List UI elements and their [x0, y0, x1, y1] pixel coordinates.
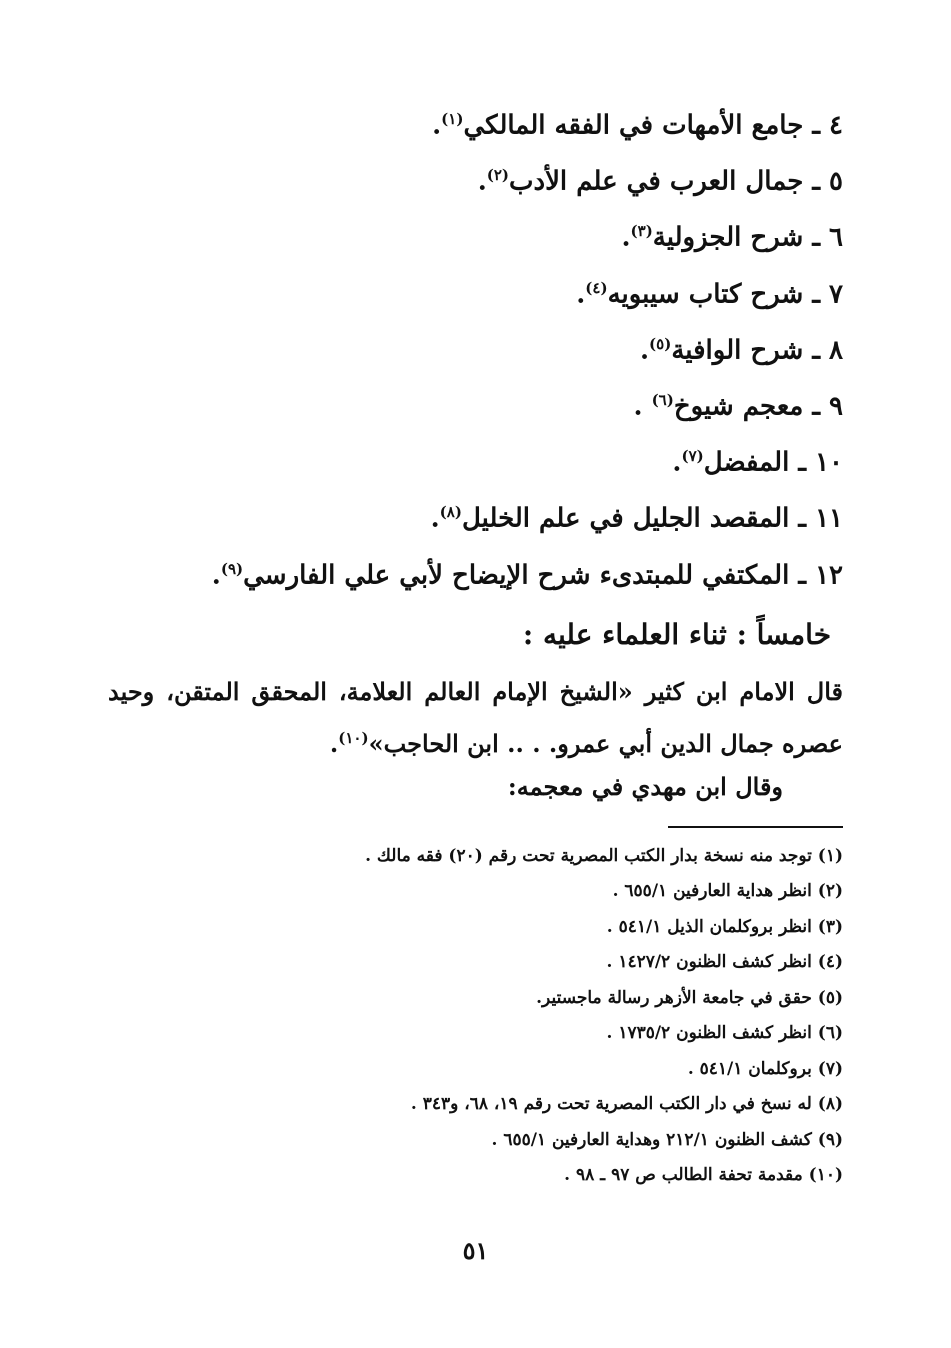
list-item: ٤ ـ جامع الأمهات في الفقه المالكي$^{(١)}$.	[432, 110, 843, 141]
footnote: (٣) انظر بروكلمان ‏الذيل ٥٤١/١ .	[606, 917, 843, 937]
footnote: (٤) انظر كشف الظنون ١٤٢٧/٢ .	[606, 952, 843, 972]
footnote: (٢) انظر هداية العارفين ٦٥٥/١ .	[612, 881, 843, 901]
page-number: ٥١	[462, 1236, 489, 1265]
section-heading: خامساً : ثناء العلماء عليه :	[522, 618, 831, 651]
list-item: ٦ ـ شرح الجزولية$^{(٣)}$.	[621, 222, 843, 253]
list-item: ٩ ـ معجم شيوخ$^{(٦)}$ .	[633, 391, 843, 422]
body-paragraph-2: وقال ابن مهدي في معجمه:	[507, 772, 783, 801]
footnote-separator	[668, 826, 843, 828]
list-item: ١١ ـ المقصد الجليل في علم الخليل$^{(٨)}$.	[430, 503, 843, 534]
footnote: (٩) كشف الظنون ٢١٢/١ وهداية العارفين ٦٥٥/١ .	[491, 1130, 843, 1150]
footnote: (٥) حقق في جامعة الأزهر رسالة ماجستير.	[536, 988, 843, 1008]
footnote: (٨) له نسخ في دار الكتب المصرية تحت رقم ١٩، ٦٨، و٣٤٣ .	[410, 1094, 843, 1114]
body-paragraph: قال الامام ابن كثير «الشيخ الإمام العالم العلامة، المحقق المتقن، وحيد عصره جمال الدين أبي عمرو. . .. ابن الحاجب»$^{(١٠)}$.	[108, 677, 843, 758]
footnote: (١٠) مقدمة تحفة الطالب ص ٩٧ ـ ٩٨ .	[564, 1165, 843, 1185]
footnote: (١) توجد منه نسخة بدار الكتب المصرية تحت رقم (٢٠) فقه مالك .	[365, 846, 843, 866]
list-item: ١٢ ـ المكتفي للمبتدىء شرح الإيضاح لأبي علي الفارسي$^{(٩)}$.	[211, 560, 843, 591]
list-item: ٨ ـ شرح الوافية$^{(٥)}$.	[639, 335, 843, 366]
list-item: ٥ ـ جمال العرب في علم الأدب$^{(٢)}$.	[477, 166, 843, 197]
list-item: ٧ ـ شرح كتاب سيبويه$^{(٤)}$.	[576, 279, 843, 310]
footnote: (٧) بروكلمان ٥٤١/١ .	[687, 1059, 843, 1079]
list-item: ١٠ ـ المفضل$^{(٧)}$.	[672, 447, 843, 478]
footnote: (٦) انظر كشف الظنون ١٧٣٥/٢ .	[606, 1023, 843, 1043]
